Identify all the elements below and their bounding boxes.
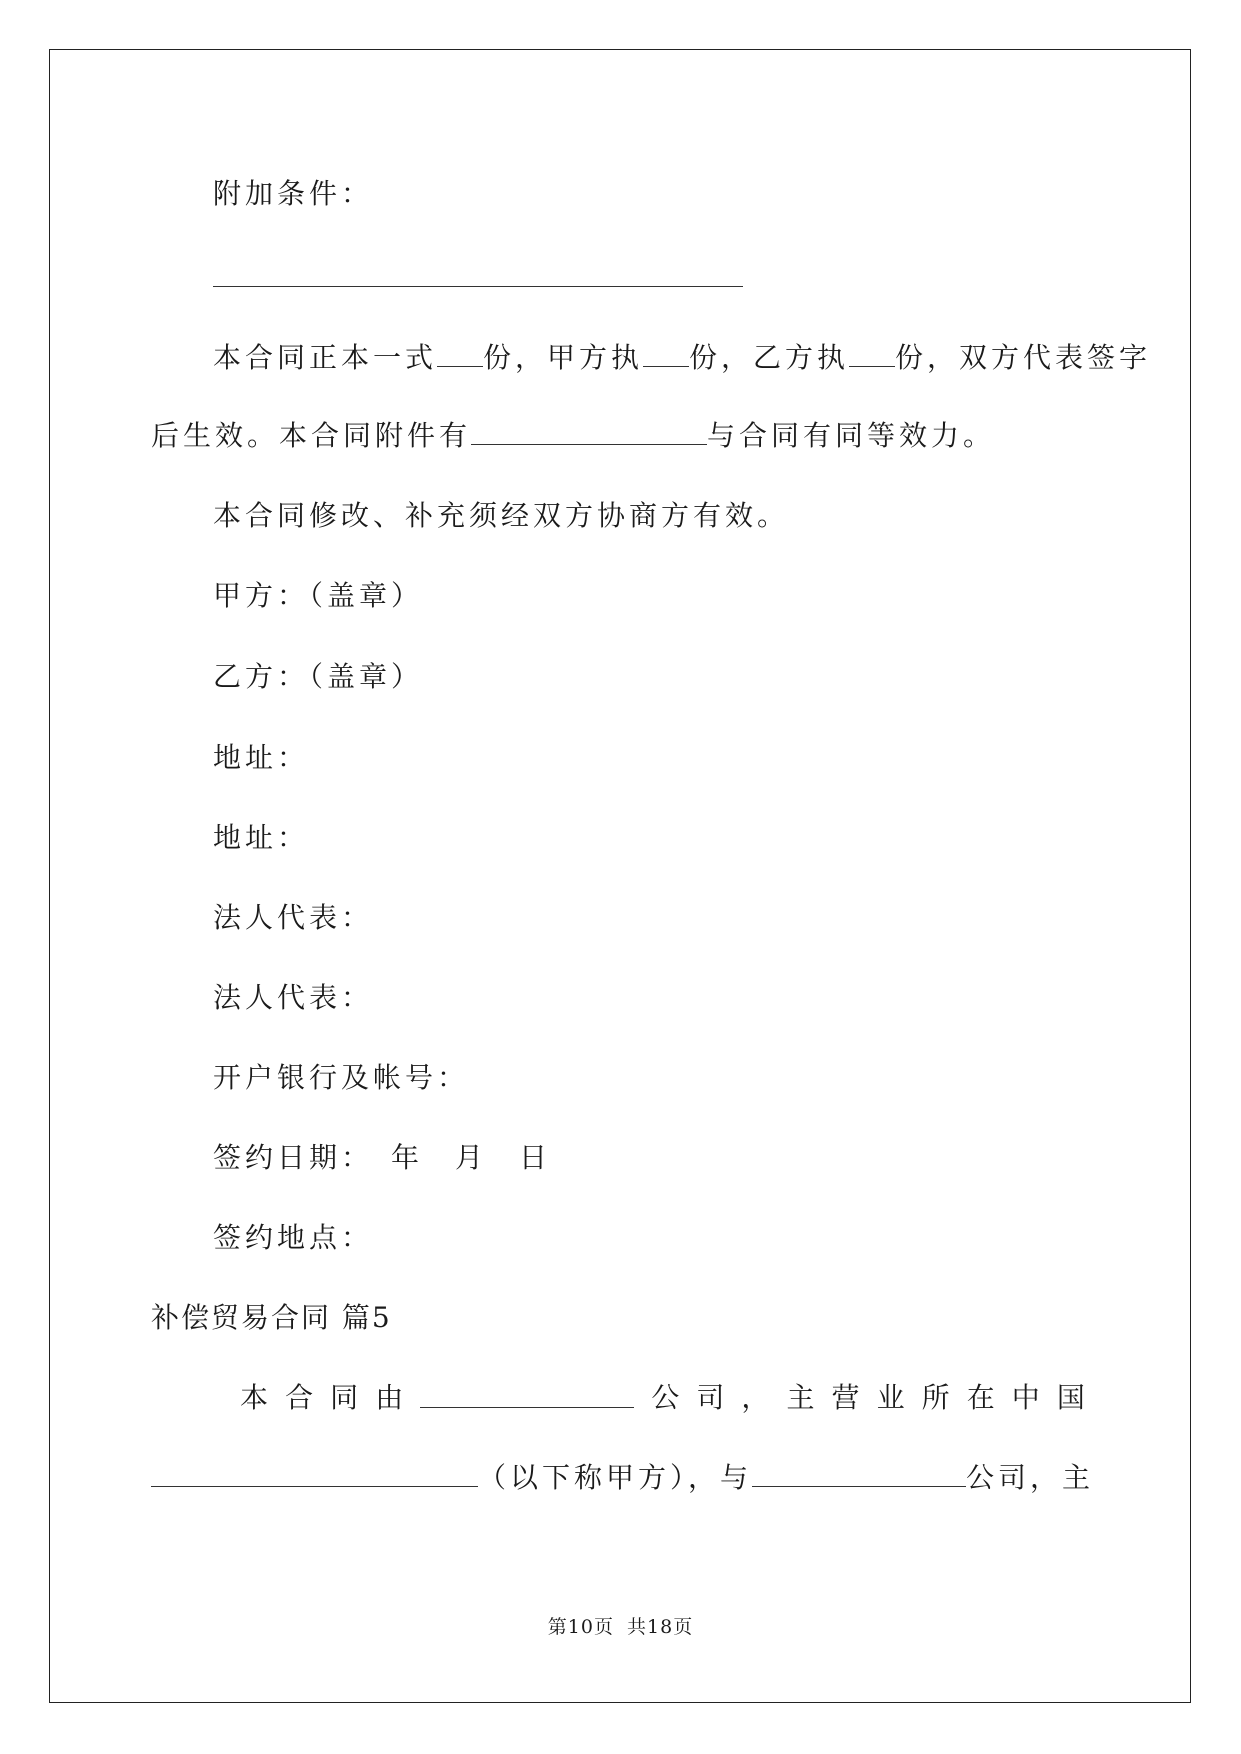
intro-char: 业: [876, 1381, 905, 1414]
page-number: 第10页: [547, 1616, 614, 1638]
party-a-address-blank: [151, 1464, 478, 1487]
contract-intro-line: [240, 1380, 1085, 1416]
intro-char: 主: [786, 1381, 815, 1414]
party-a-company-blank: [420, 1385, 634, 1408]
copies-text-4: 份，双方代表签字: [895, 341, 1152, 374]
party-a-address: 地址：: [213, 741, 310, 774]
copies-text-3: 份，乙方执: [689, 341, 850, 374]
copies-party-b-blank: [849, 344, 895, 367]
additional-conditions-blank: [213, 286, 743, 287]
intro-char: 合: [285, 1381, 314, 1414]
intro-char: 国: [1056, 1381, 1085, 1414]
party-b-address: 地址：: [213, 821, 310, 854]
signing-date: 签约日期： 年 月 日: [213, 1141, 552, 1174]
page-footer: [0, 1612, 1241, 1639]
intro-char: 公: [651, 1381, 680, 1414]
party-a-note: （以下称甲方），与: [478, 1461, 753, 1494]
intro-char: 中: [1011, 1381, 1040, 1414]
copies-text-2: 份，甲方执: [483, 341, 644, 374]
signing-place: 签约地点：: [213, 1221, 374, 1254]
intro-char: 司: [696, 1381, 725, 1414]
amendment-clause: 本合同修改、补充须经双方协商方有效。: [213, 499, 790, 532]
copies-total-blank: [437, 344, 483, 367]
intro-char: ，: [741, 1381, 770, 1414]
party-a-legal-rep: 法人代表：: [213, 901, 374, 934]
intro-char: 营: [831, 1381, 860, 1414]
party-a-seal: 甲方：（盖章）: [213, 579, 424, 612]
copies-clause: [213, 340, 1151, 376]
company-suffix: 公司，主: [966, 1461, 1095, 1494]
copies-text-1: 本合同正本一式: [213, 341, 438, 374]
intro-char: 同: [330, 1381, 359, 1414]
intro-char: 本: [240, 1381, 269, 1414]
effect-text-2: 与合同有同等效力。: [707, 419, 996, 452]
page-border: [49, 49, 1191, 1703]
page-total: 共18页: [627, 1616, 694, 1638]
effect-clause: [151, 418, 995, 454]
additional-conditions-label: 附加条件：: [213, 177, 374, 210]
copies-party-a-blank: [643, 344, 689, 367]
party-a-designation-line: [151, 1460, 1094, 1496]
intro-char: 在: [966, 1381, 995, 1414]
party-b-legal-rep: 法人代表：: [213, 981, 374, 1014]
intro-char: 由: [375, 1381, 404, 1414]
party-b-seal: 乙方：（盖章）: [213, 660, 424, 693]
attachments-blank: [471, 422, 707, 445]
party-b-company-blank: [752, 1464, 966, 1487]
bank-account: 开户银行及帐号：: [213, 1061, 470, 1094]
effect-text-1: 后生效。本合同附件有: [151, 419, 472, 452]
intro-char: 所: [921, 1381, 950, 1414]
section-title: 补偿贸易合同 篇5: [151, 1301, 392, 1334]
